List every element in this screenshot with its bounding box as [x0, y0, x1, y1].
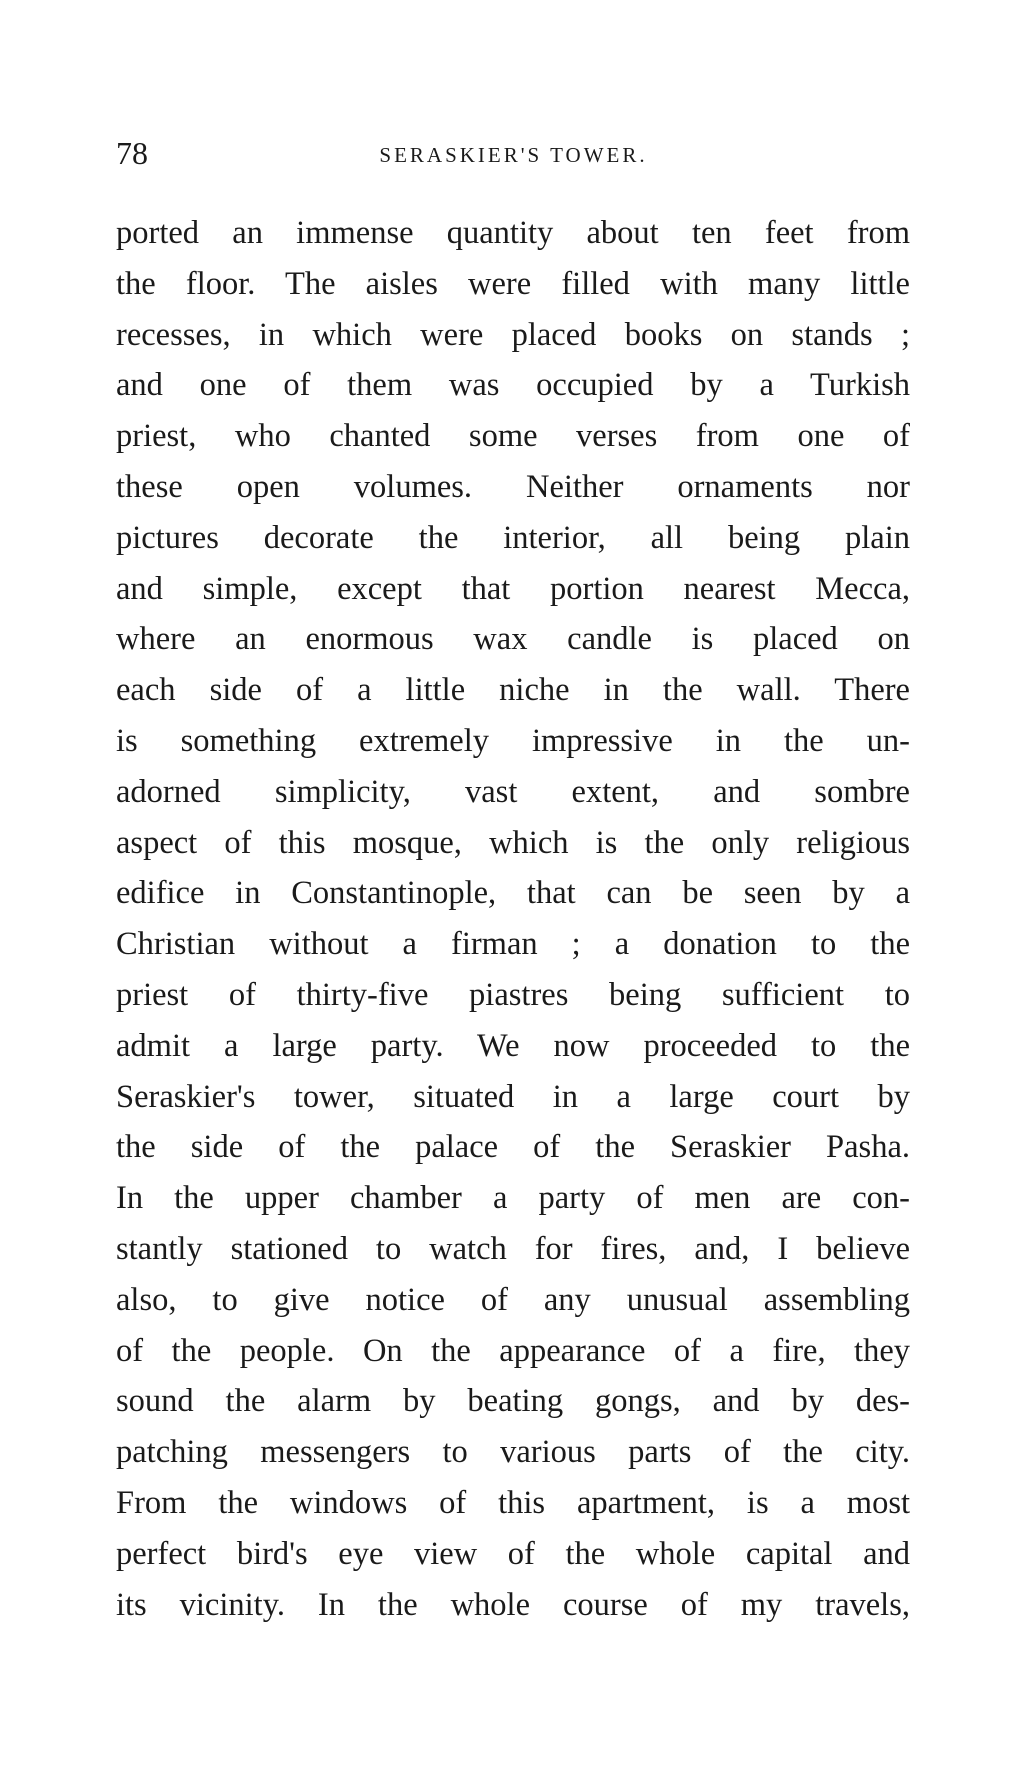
text-line: patching messengers to various parts of the city.: [116, 1434, 910, 1471]
text-line: Christian without a firman ; a donation to the: [116, 926, 910, 963]
text-line: recesses, in which were placed books on stands ;: [116, 316, 910, 353]
text-line: its vicinity. In the whole course of my travels,: [116, 1586, 910, 1623]
text-line: these open volumes. Neither ornaments nor: [116, 468, 910, 505]
running-title: SERASKIER'S TOWER.: [379, 143, 648, 167]
text-line: In the upper chamber a party of men are con-: [116, 1180, 910, 1217]
text-line: the side of the palace of the Seraskier Pasha.: [116, 1129, 910, 1166]
text-line: edifice in Constantinople, that can be seen by a: [116, 875, 910, 912]
text-line: Seraskier's tower, situated in a large court by: [116, 1078, 910, 1115]
page-number: 78: [116, 135, 148, 171]
text-line: also, to give notice of any unusual assembling: [116, 1281, 910, 1318]
text-line: pictures decorate the interior, all being plain: [116, 519, 910, 556]
text-line: sound the alarm by beating gongs, and by des-: [116, 1383, 910, 1420]
text-line: the floor. The aisles were filled with many little: [116, 265, 910, 302]
text-line: is something extremely impressive in the un-: [116, 722, 910, 759]
body-text: [116, 208, 910, 1630]
text-line: of the people. On the appearance of a fire, they: [116, 1332, 910, 1369]
text-line: and simple, except that portion nearest Mecca,: [116, 570, 910, 607]
text-line: ported an immense quantity about ten feet from: [116, 215, 910, 251]
text-line: priest of thirty-five piastres being sufficient to: [116, 976, 910, 1013]
text-line: perfect bird's eye view of the whole capital and: [116, 1535, 910, 1572]
text-line: aspect of this mosque, which is the only religious: [116, 824, 910, 861]
text-line: From the windows of this apartment, is a most: [116, 1484, 910, 1521]
text-line: and one of them was occupied by a Turkish: [116, 367, 910, 404]
running-head: [116, 136, 911, 176]
text-line: where an enormous wax candle is placed on: [116, 621, 910, 658]
text-line: stantly stationed to watch for fires, and, I believe: [116, 1230, 910, 1267]
text-line: adorned simplicity, vast extent, and sombre: [116, 773, 910, 810]
text-line: admit a large party. We now proceeded to the: [116, 1027, 910, 1064]
text-line: each side of a little niche in the wall. There: [116, 672, 910, 709]
text-line: priest, who chanted some verses from one of: [116, 418, 910, 455]
